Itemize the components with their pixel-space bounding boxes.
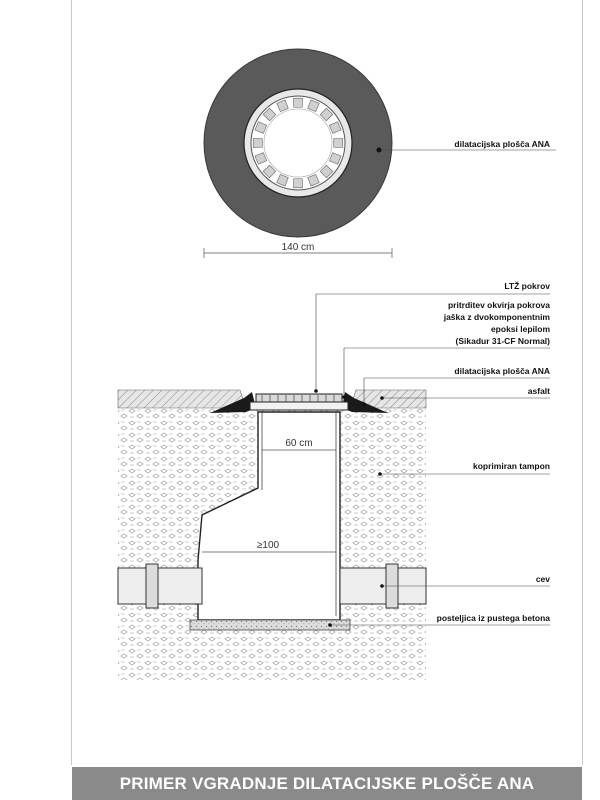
top-plate-label: dilatacijska plošča ANA (454, 139, 550, 149)
cover-grip-segment (294, 98, 303, 107)
section-view (118, 280, 550, 680)
cover-center (264, 109, 332, 177)
top-view (204, 49, 556, 258)
label-fixing-3: epoksi lepilom (490, 324, 550, 334)
cover-grip-segment (253, 139, 262, 148)
label-fixing-4: (Sikadur 31-CF Normal) (455, 336, 550, 346)
label-fixing-2: jaška z dvokomponentnim (443, 312, 550, 322)
footer-title-bar (72, 767, 582, 800)
dimension-min-100: ≥100 (256, 540, 280, 551)
label-cover: LTŽ pokrov (504, 281, 550, 291)
pipe-left (118, 568, 202, 604)
cover-grip-segment (334, 139, 343, 148)
pipe-left-socket (146, 564, 158, 608)
bedding-concrete (190, 620, 350, 630)
cover-grip-segment (294, 179, 303, 188)
label-fixing-1: pritrditev okvirja pokrova (447, 300, 550, 310)
dimension-60cm: 60 cm (285, 438, 313, 449)
label-tampon: koprimiran tampon (473, 461, 550, 471)
dimension-140cm: 140 cm (281, 242, 315, 253)
cover-frame (250, 402, 348, 410)
label-asphalt: asfalt (527, 386, 550, 396)
footer-title: PRIMER VGRADNJE DILATACIJSKE PLOŠČE ANA (119, 773, 535, 793)
label-pipe: cev (535, 574, 550, 584)
label-plate: dilatacijska plošča ANA (454, 366, 550, 376)
label-bedding: posteljica iz pustega betona (436, 613, 550, 623)
leader-dot (377, 148, 382, 153)
